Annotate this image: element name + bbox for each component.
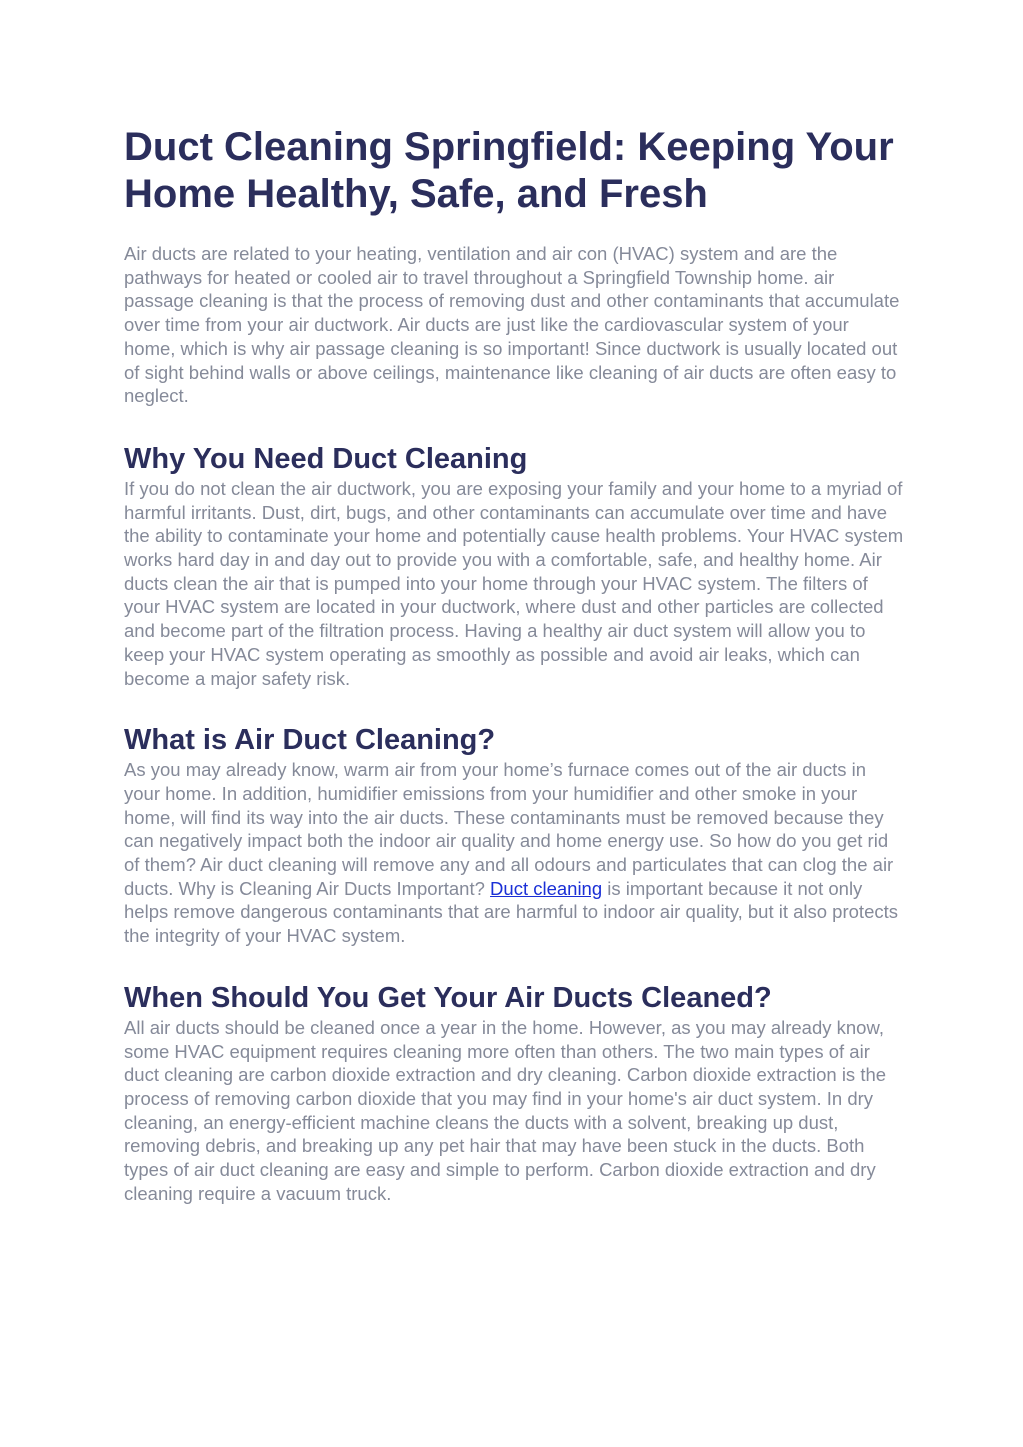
section-body-what-is-duct-cleaning (124, 758, 904, 948)
section-body-text-after-link: is important because it not only helps remove dangerous contaminants that are harmful to indoor air quality, but it also protects the integrity of your HVAC system. (124, 877, 898, 947)
page-title: Duct Cleaning Springfield: Keeping Your Home Healthy, Safe, and Fresh (124, 125, 894, 216)
intro-paragraph: Air ducts are related to your heating, ventilation and air con (HVAC) system and are the pathways for heated or cooled air to travel throughout a Springfield Township home. air passage cleaning is that the process of removing dust and other contaminants that accumulate over time from your air ductwork. Air ducts are just like the cardiovascular system of your home, which is why air passage cleaning is so important! Since ductwork is usually located out of sight behind walls or above ceilings, maintenance like cleaning of air ducts are often easy to neglect. (124, 243, 900, 407)
section-body-text-before-link: As you may already know, warm air from your home’s furnace comes out of the air ducts in your home. In addition, humidifier emissions from your humidifier and other smoke in your home, will find its way into the air ducts. These contaminants must be removed because they can negatively impact both the indoor air quality and home energy use. So how do you get rid of them? Air duct cleaning will remove any and all odours and particulates that can clog the air ducts. Why is Cleaning Air Ducts Important? (124, 759, 894, 899)
section-body-why-duct-cleaning: If you do not clean the air ductwork, you are exposing your family and your home to a myriad of harmful irritants. Dust, dirt, bugs, and other contaminants can accumulate over time and have the ability to contaminate your home and potentially cause health problems. Your HVAC system works hard day in and day out to provide you with a comfortable, safe, and healthy home. Air ducts clean the air that is pumped into your home through your HVAC system. The filters of your HVAC system are located in your ductwork, where dust and other particles are collected and become part of the filtration process. Having a healthy air duct system will allow you to keep your HVAC system operating as smoothly as possible and avoid air leaks, which can become a major safety risk. (124, 477, 904, 689)
section-heading-why-duct-cleaning: Why You Need Duct Cleaning (124, 442, 528, 475)
duct-cleaning-link[interactable]: Duct cleaning (490, 877, 603, 899)
document-page (124, 124, 904, 1206)
section-heading-what-is-duct-cleaning: What is Air Duct Cleaning? (124, 724, 496, 757)
section-heading-when-to-clean: When Should You Get Your Air Ducts Cleaned? (124, 981, 772, 1014)
section-body-when-to-clean: All air ducts should be cleaned once a year in the home. However, as you may already know, some HVAC equipment requires cleaning more often than others. The two main types of air duct cleaning are carbon dioxide extraction and dry cleaning. Carbon dioxide extraction is the process of removing carbon dioxide that you may find in your home's air duct system. In dry cleaning, an energy-efficient machine cleans the ducts with a solvent, breaking up dust, removing debris, and breaking up any pet hair that may have been stuck in the ducts. Both types of air duct cleaning are easy and simple to perform. Carbon dioxide extraction and dry cleaning require a vacuum truck. (124, 1016, 887, 1204)
